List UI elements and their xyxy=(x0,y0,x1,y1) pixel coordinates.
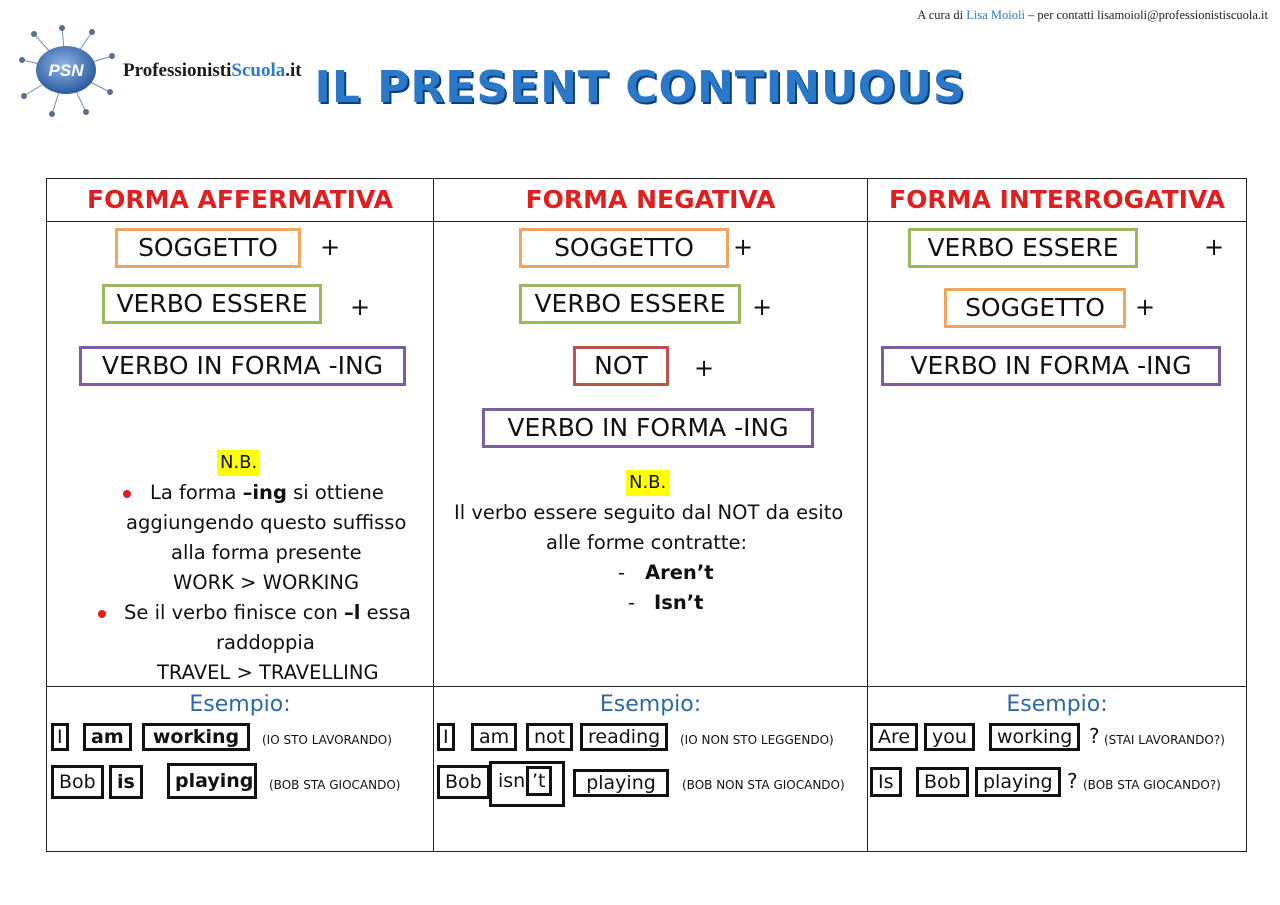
translation: (IO NON STO LEGGENDO) xyxy=(680,733,834,747)
plus-sign: + xyxy=(1204,233,1225,261)
author-credit xyxy=(917,8,1268,23)
bullet-dot xyxy=(123,490,131,498)
word-box: Are xyxy=(870,723,918,751)
soggetto-box: SOGGETTO xyxy=(519,228,729,268)
translation: (BOB STA GIOCANDO?) xyxy=(1083,778,1221,792)
word-box: you xyxy=(924,723,975,751)
negativa-note-line1: Il verbo essere seguito dal NOT da esito xyxy=(454,501,844,524)
word-box: isn xyxy=(489,761,565,807)
verbo-ing-box: VERBO IN FORMA -ING xyxy=(482,408,814,448)
word-box: Is xyxy=(870,767,902,797)
note1-line3: alla forma presente xyxy=(171,541,362,564)
body-affermativa xyxy=(47,222,434,687)
soggetto-box: SOGGETTO xyxy=(115,228,301,268)
logo-text: PSN xyxy=(48,61,84,80)
word-box: working xyxy=(989,723,1080,751)
verbo-essere-box: VERBO ESSERE xyxy=(908,228,1138,268)
question-mark: ? xyxy=(1067,769,1078,793)
brand-tld: .it xyxy=(285,60,302,81)
word-box: am xyxy=(471,723,517,751)
verbo-ing-box: VERBO IN FORMA -ING xyxy=(79,346,406,386)
dash: - xyxy=(628,591,636,614)
word-box: playing xyxy=(573,769,669,797)
heading-affermativa: FORMA AFFERMATIVA xyxy=(47,179,434,222)
brand-main: Professionisti xyxy=(123,60,232,81)
negativa-note-line2: alle forme contratte: xyxy=(546,531,748,554)
word-box: working xyxy=(142,723,250,751)
note2-line1: Se il verbo finisce con –l essa xyxy=(124,601,411,624)
word-box: is xyxy=(109,765,143,799)
word-box: not xyxy=(526,723,573,751)
word-box: reading xyxy=(580,723,668,751)
plus-sign: + xyxy=(694,354,715,382)
bullet-dot xyxy=(98,610,106,618)
example-label: Esempio: xyxy=(189,692,291,717)
credit-contact: – per contatti lisamoioli@professionistiscuola.it xyxy=(1028,8,1268,22)
plus-sign: + xyxy=(320,233,341,261)
translation: (STAI LAVORANDO?) xyxy=(1104,733,1225,747)
word-box: Bob xyxy=(51,765,104,799)
forms-table xyxy=(46,178,1247,852)
word-box: Bob xyxy=(916,767,969,797)
nb-highlight: N.B. xyxy=(217,450,260,476)
note1-line2: aggiungendo questo suffisso xyxy=(126,511,407,534)
verbo-essere-box: VERBO ESSERE xyxy=(519,284,741,324)
word-box: playing xyxy=(167,763,257,799)
translation: (IO STO LAVORANDO) xyxy=(262,733,392,747)
example-interrogativa xyxy=(868,687,1247,852)
word-box: Bob xyxy=(437,765,490,799)
heading-interrogativa: FORMA INTERROGATIVA xyxy=(868,179,1247,222)
contraction-isnt: Isn’t xyxy=(654,591,704,614)
plus-sign: + xyxy=(350,293,371,321)
note2-line3: TRAVEL > TRAVELLING xyxy=(157,661,379,684)
translation: (BOB NON STA GIOCANDO) xyxy=(682,778,845,792)
plus-sign: + xyxy=(1135,293,1156,321)
body-negativa xyxy=(434,222,868,687)
example-label: Esempio: xyxy=(1006,692,1108,717)
not-box: NOT xyxy=(573,346,669,386)
nb-highlight: N.B. xyxy=(626,470,669,496)
page-title: IL PRESENT CONTINUOUS xyxy=(314,62,966,113)
credit-author: Lisa Moioli xyxy=(966,8,1025,22)
dash: - xyxy=(618,561,626,584)
body-interrogativa xyxy=(868,222,1247,687)
credit-prefix: A cura di xyxy=(917,8,964,22)
word-box: I xyxy=(437,723,455,751)
word-box: playing xyxy=(975,767,1061,797)
example-label: Esempio: xyxy=(599,692,702,717)
heading-negativa: FORMA NEGATIVA xyxy=(434,179,868,222)
brand-accent: Scuola xyxy=(231,60,286,81)
plus-sign: + xyxy=(733,233,754,261)
soggetto-box: SOGGETTO xyxy=(944,288,1126,328)
contraction-arent: Aren’t xyxy=(645,561,714,584)
plus-sign: + xyxy=(752,293,773,321)
verbo-ing-box: VERBO IN FORMA -ING xyxy=(881,346,1221,386)
verbo-essere-box: VERBO ESSERE xyxy=(102,284,322,324)
note2-line2: raddoppia xyxy=(216,631,315,654)
word-box: I xyxy=(51,723,69,751)
note1-line1: La forma –ing si ottiene xyxy=(150,481,384,504)
example-affermativa xyxy=(47,687,434,852)
question-mark: ? xyxy=(1089,724,1100,748)
translation: (BOB STA GIOCANDO) xyxy=(269,778,401,792)
note1-line4: WORK > WORKING xyxy=(173,571,360,594)
word-box: ’t xyxy=(526,766,552,796)
example-negativa xyxy=(434,687,868,852)
word-box: am xyxy=(83,723,132,751)
